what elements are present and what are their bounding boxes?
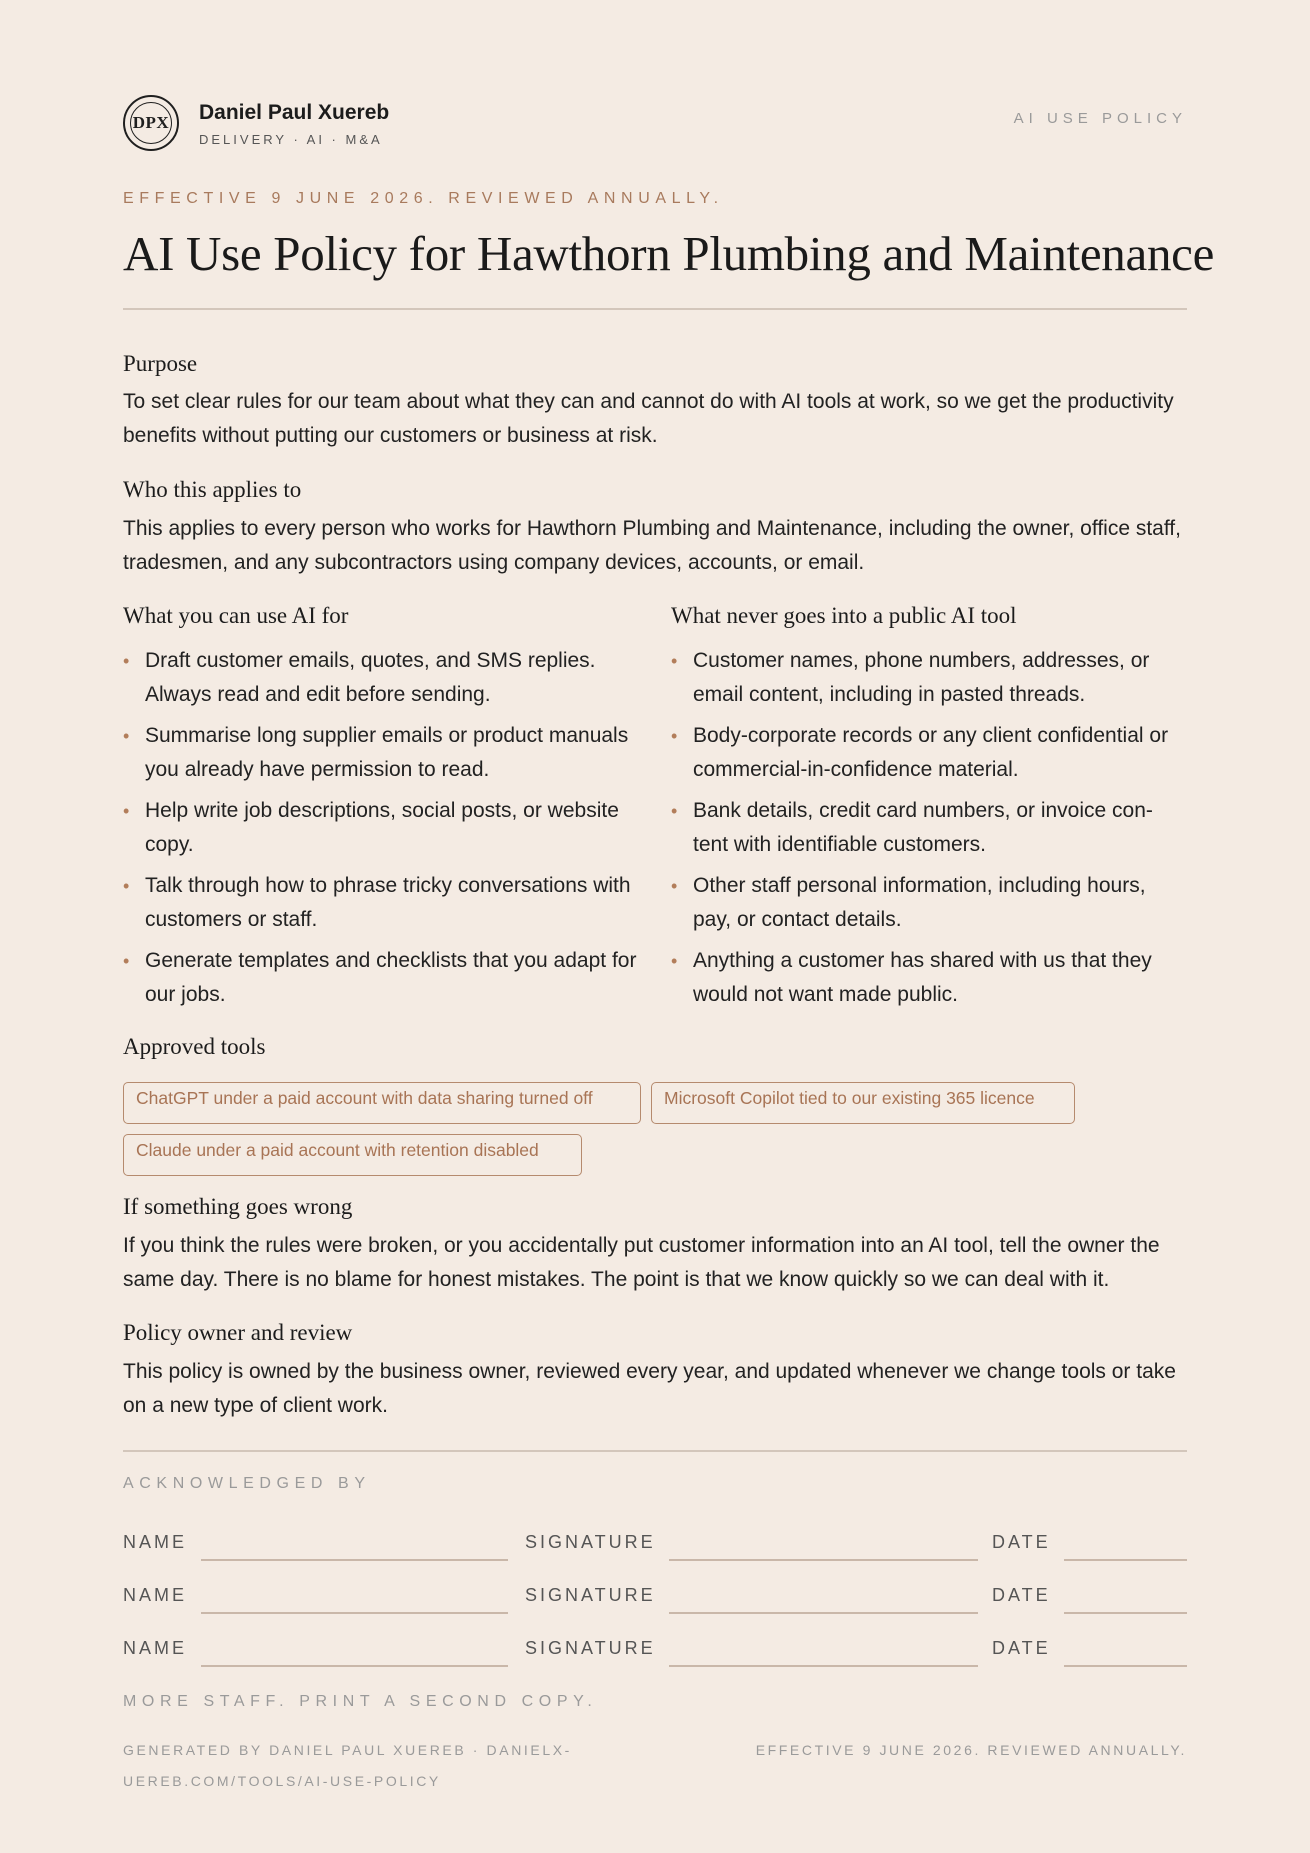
name-label: NAME	[123, 1638, 188, 1658]
bullet-icon: •	[123, 801, 130, 821]
bullet-icon: •	[671, 951, 678, 971]
list-item: • Summarise long supplier emails or product manuals you already have permission to read.	[123, 719, 643, 787]
name-label: NAME	[123, 1585, 188, 1605]
never-heading: What never goes into a public AI tool	[671, 603, 1017, 628]
tool-chip: Claude under a paid account with retention disabled	[123, 1134, 582, 1176]
signature-field[interactable]	[669, 1559, 978, 1561]
brand-text	[199, 100, 389, 147]
signature-row	[123, 1585, 1187, 1615]
signature-row	[123, 1532, 1187, 1562]
date-label: DATE	[992, 1532, 1051, 1552]
bullet-icon: •	[671, 726, 678, 746]
can-use-list	[123, 644, 643, 1019]
wrong-heading: If something goes wrong	[123, 1194, 353, 1219]
signature-label: SIGNATURE	[525, 1532, 656, 1552]
list-item: • Other staff personal information, including hours, pay, or contact details.	[671, 869, 1187, 937]
list-item: • Help write job descriptions, social posts, or website copy.	[123, 794, 643, 862]
signature-label: SIGNATURE	[525, 1638, 656, 1658]
name-field[interactable]	[201, 1665, 508, 1667]
title-divider	[123, 308, 1187, 310]
list-item: • Customer names, phone numbers, addresses, or email content, including in pasted threads.	[671, 644, 1187, 712]
author-name: Daniel Paul Xuereb	[199, 100, 390, 124]
list-item: • Draft customer emails, quotes, and SMS replies. Always read and edit before sending.	[123, 644, 643, 712]
owner-text: This policy is owned by the business owner, reviewed every year, and updated whenever we change tools or take on a new type of client work.	[123, 1360, 1176, 1417]
date-field[interactable]	[1064, 1665, 1187, 1667]
document-type: AI USE POLICY	[1013, 110, 1187, 127]
name-label: NAME	[123, 1532, 188, 1552]
list-item: • Generate templates and checklists that you adapt for our jobs.	[123, 944, 643, 1012]
applies-heading: Who this applies to	[123, 477, 302, 502]
owner-heading: Policy owner and review	[123, 1320, 353, 1345]
list-item: • Talk through how to phrase tricky conversations with customers or staff.	[123, 869, 643, 937]
signature-field[interactable]	[669, 1612, 978, 1614]
date-field[interactable]	[1064, 1559, 1187, 1561]
bullet-icon: •	[671, 801, 678, 821]
name-field[interactable]	[201, 1612, 508, 1614]
can-use-heading: What you can use AI for	[123, 603, 349, 628]
date-label: DATE	[992, 1585, 1051, 1605]
logo-monogram: DPX	[132, 113, 170, 132]
bullet-icon: •	[123, 651, 130, 671]
footer-generated: GENERATED BY DANIEL PAUL XUEREB · DANIELX-UEREB.COM/TOOLS/AI-USE-POLICY	[123, 1742, 572, 1789]
acknowledgement-divider	[123, 1450, 1187, 1452]
bullet-icon: •	[671, 651, 678, 671]
list-item: • Body-corporate records or any client confidential or commercial-in-confidence material.	[671, 719, 1187, 787]
bullet-icon: •	[671, 876, 678, 896]
brand	[123, 95, 389, 151]
dpx-logo-icon	[123, 95, 179, 151]
never-list	[671, 644, 1187, 1019]
signature-row	[123, 1638, 1187, 1668]
effective-date: EFFECTIVE 9 JUNE 2026. REVIEWED ANNUALLY.	[123, 190, 724, 207]
list-item: • Anything a customer has shared with us that they would not want made public.	[671, 944, 1187, 1012]
date-field[interactable]	[1064, 1612, 1187, 1614]
tools-heading: Approved tools	[123, 1034, 266, 1059]
bullet-icon: •	[123, 876, 130, 896]
acknowledged-label: ACKNOWLEDGED BY	[123, 1475, 371, 1492]
applies-text: This applies to every person who works for Hawthorn Plumbing and Maintenance, including the owner, office staff, tradesmen, and any subcontractors using company devices, accounts, or email.	[123, 517, 1181, 574]
date-label: DATE	[992, 1638, 1051, 1658]
list-item: • Bank details, credit card numbers, or invoice con-tent with identifiable customers.	[671, 794, 1187, 862]
purpose-heading: Purpose	[123, 351, 198, 376]
more-staff-note: MORE STAFF. PRINT A SECOND COPY.	[123, 1693, 598, 1710]
page-title: AI Use Policy for Hawthorn Plumbing and Maintenance	[123, 226, 1215, 281]
bullet-icon: •	[123, 726, 130, 746]
author-tagline: DELIVERY · AI · M&A	[199, 131, 383, 147]
signature-field[interactable]	[669, 1665, 978, 1667]
signature-label: SIGNATURE	[525, 1585, 656, 1605]
tool-chip: Microsoft Copilot tied to our existing 365 licence	[651, 1082, 1075, 1124]
footer-effective: EFFECTIVE 9 JUNE 2026. REVIEWED ANNUALLY.	[755, 1742, 1187, 1758]
tool-chip: ChatGPT under a paid account with data sharing turned off	[123, 1082, 641, 1124]
wrong-text: If you think the rules were broken, or you accidentally put customer information into an AI tool, tell the owner the same day. There is no blame for honest mistakes. The point is that we know quickly so we can deal with it.	[123, 1234, 1160, 1291]
purpose-text: To set clear rules for our team about what they can and cannot do with AI tools at work, so we get the productivity benefits without putting our customers or business at risk.	[123, 390, 1174, 447]
bullet-icon: •	[123, 951, 130, 971]
name-field[interactable]	[201, 1559, 508, 1561]
